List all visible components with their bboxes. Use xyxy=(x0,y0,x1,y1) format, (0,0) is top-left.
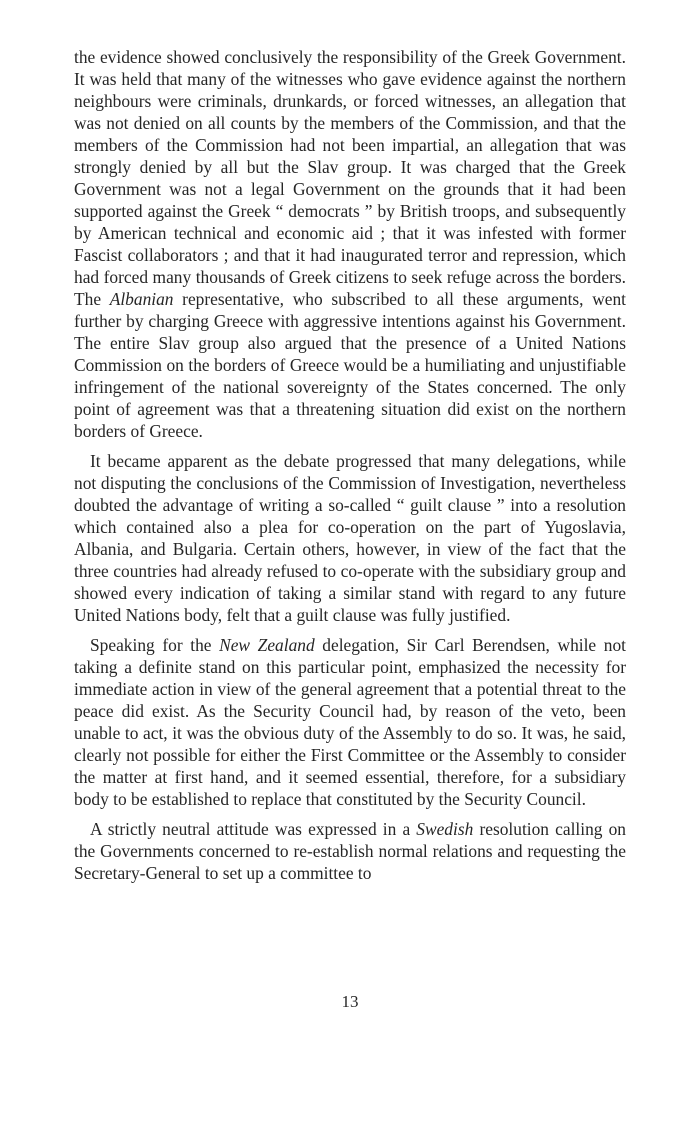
text-segment-italic: Swedish xyxy=(416,819,474,839)
text-segment: representative, who subscribed to all these arguments, went further by charging Greece with aggressive intentions against his Government. The entire Slav group also argued that the presence of a United Nations Commission on the borders of Greece would be a humiliating and unjustifiable infringement of the national sovereignty of the States concerned. The only point of agreement was that a threatening situation did exist on the northern borders of Greece. xyxy=(74,289,626,441)
paragraph-1 xyxy=(74,46,626,442)
text-segment: the evidence showed conclusively the responsibility of the Greek Government. It was held that many of the witnesses who gave evidence against the northern neighbours were criminals, drunkards, or forced witnesses, an allegation that was not denied on all counts by the members of the Commission, and that the members of the Commission had not been impartial, an allegation that was strongly denied by all but the Slav group. It was charged that the Greek Government was not a legal Government on the grounds that it had been supported against the Greek “ democrats ” by British troops, and subsequently by American technical and economic aid ; that it was infested with former Fascist collaborators ; and that it had inaugurated terror and repression, which had forced many thousands of Greek citizens to seek refuge across the borders. The xyxy=(74,47,626,309)
page-number: 13 xyxy=(341,992,359,1011)
paragraph-3 xyxy=(74,634,626,810)
paragraph-2 xyxy=(74,450,626,626)
text-segment: Speaking for the xyxy=(90,635,220,655)
text-segment-italic: Albanian xyxy=(109,289,174,309)
text-segment: A strictly neutral attitude was expressed in a xyxy=(90,819,417,839)
paragraph-4 xyxy=(74,818,626,884)
text-segment-italic: New Zealand xyxy=(219,635,315,655)
text-segment: It became apparent as the debate progressed that many delegations, while not disputing the conclusions of the Commission of Investigation, nevertheless doubted the advantage of writing a so-called “ guilt clause ” into a resolution which contained also a plea for co-operation on the part of Yugoslavia, Albania, and Bulgaria. Certain others, however, in view of the fact that the three countries had already refused to co-operate with the subsidiary group and showed every indication of taking a similar stand with regard to any future United Nations body, felt that a guilt clause was fully justified. xyxy=(74,451,626,625)
document-body xyxy=(74,46,626,892)
text-segment: delegation, Sir Carl Berendsen, while not taking a definite stand on this particular point, emphasized the necessity for immediate action in view of the general agreement that a potential threat to the peace did exist. As the Security Council had, by reason of the veto, been unable to act, it was the obvious duty of the Assembly to do so. It was, he said, clearly not possible for either the First Committee or the Assembly to consider the matter at first hand, and it seemed essential, therefore, for a subsidiary body to be established to replace that constituted by the Security Council. xyxy=(74,635,626,809)
text-segment: resolution calling on the Governments concerned to re-establish normal relations and requesting the Secretary-General to set up a committee to xyxy=(74,819,626,883)
